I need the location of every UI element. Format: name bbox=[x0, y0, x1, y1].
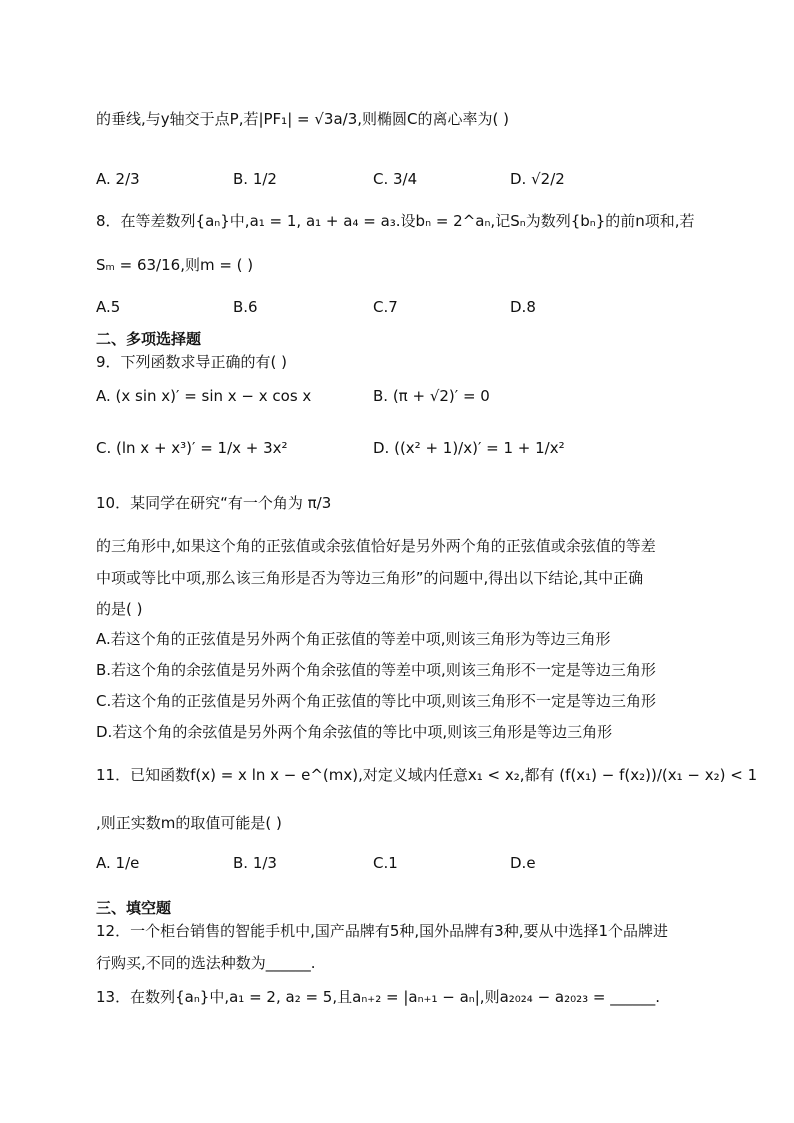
q10-option-a: A.若这个角的正弦值是另外两个角正弦值的等差中项,则该三角形为等边三角形 bbox=[96, 630, 611, 648]
q12-line2: 行购买,不同的选法种数为______. bbox=[96, 954, 316, 972]
q8-line1: 8．在等差数列{aₙ}中,a₁ = 1, a₁ + a₄ = a₃.设bₙ = 2^aₙ,记Sₙ为数列{bₙ}的前n项和,若 bbox=[96, 212, 695, 230]
section-multiple-choice-heading: 二、多项选择题 bbox=[96, 330, 202, 348]
q11-line1: 11．已知函数f(x) = x ln x − e^(mx),对定义域内任意x₁ < x₂,都有 (f(x₁) − f(x₂))/(x₁ − x₂) < 1 bbox=[96, 766, 758, 784]
q8-option-c: C.7 bbox=[373, 298, 398, 316]
q11-option-a: A. 1/e bbox=[96, 854, 140, 872]
q10-line4: 的是( ) bbox=[96, 600, 143, 618]
q11-line2: ,则正实数m的取值可能是( ) bbox=[96, 814, 282, 832]
q10-option-d: D.若这个角的余弦值是另外两个角余弦值的等比中项,则该三角形是等边三角形 bbox=[96, 723, 613, 741]
q10-line1: 10．某同学在研究“有一个角为 π/3 bbox=[96, 494, 332, 512]
q10-option-c: C.若这个角的正弦值是另外两个角正弦值的等比中项,则该三角形不一定是等边三角形 bbox=[96, 692, 657, 710]
q7-option-d: D. √2/2 bbox=[510, 170, 565, 188]
q10-line2: 的三角形中,如果这个角的正弦值或余弦值恰好是另外两个角的正弦值或余弦值的等差 bbox=[96, 537, 656, 555]
q10-line3: 中项或等比中项,那么该三角形是否为等边三角形”的问题中,得出以下结论,其中正确 bbox=[96, 569, 644, 587]
q7-option-c: C. 3/4 bbox=[373, 170, 418, 188]
q7-option-b: B. 1/2 bbox=[233, 170, 277, 188]
q9-stem: 9．下列函数求导正确的有( ) bbox=[96, 353, 288, 371]
q9-option-b: B. (π + √2)′ = 0 bbox=[373, 387, 490, 405]
q7-option-a: A. 2/3 bbox=[96, 170, 140, 188]
q11-option-b: B. 1/3 bbox=[233, 854, 277, 872]
section-fill-in-heading: 三、填空题 bbox=[96, 899, 172, 917]
q8-option-a: A.5 bbox=[96, 298, 121, 316]
q11-option-c: C.1 bbox=[373, 854, 398, 872]
q11-option-d: D.e bbox=[510, 854, 536, 872]
q12-line1: 12．一个柜台销售的智能手机中,国产品牌有5种,国外品牌有3种,要从中选择1个品牌进 bbox=[96, 922, 669, 940]
q7-stem: 的垂线,与y轴交于点P,若|PF₁| = √3a/3,则椭圆C的离心率为( ) bbox=[96, 110, 509, 128]
q8-line2: Sₘ = 63/16,则m = ( ) bbox=[96, 256, 254, 274]
q9-option-c: C. (ln x + x³)′ = 1/x + 3x² bbox=[96, 439, 288, 457]
q10-option-b: B.若这个角的余弦值是另外两个角余弦值的等差中项,则该三角形不一定是等边三角形 bbox=[96, 661, 656, 679]
q13-line1: 13．在数列{aₙ}中,a₁ = 2, a₂ = 5,且aₙ₊₂ = |aₙ₊₁ − aₙ|,则a₂₀₂₄ − a₂₀₂₃ = ______. bbox=[96, 988, 661, 1006]
q8-option-b: B.6 bbox=[233, 298, 258, 316]
q9-option-a: A. (x sin x)′ = sin x − x cos x bbox=[96, 387, 312, 405]
q8-option-d: D.8 bbox=[510, 298, 536, 316]
q9-option-d: D. ((x² + 1)/x)′ = 1 + 1/x² bbox=[373, 439, 565, 457]
